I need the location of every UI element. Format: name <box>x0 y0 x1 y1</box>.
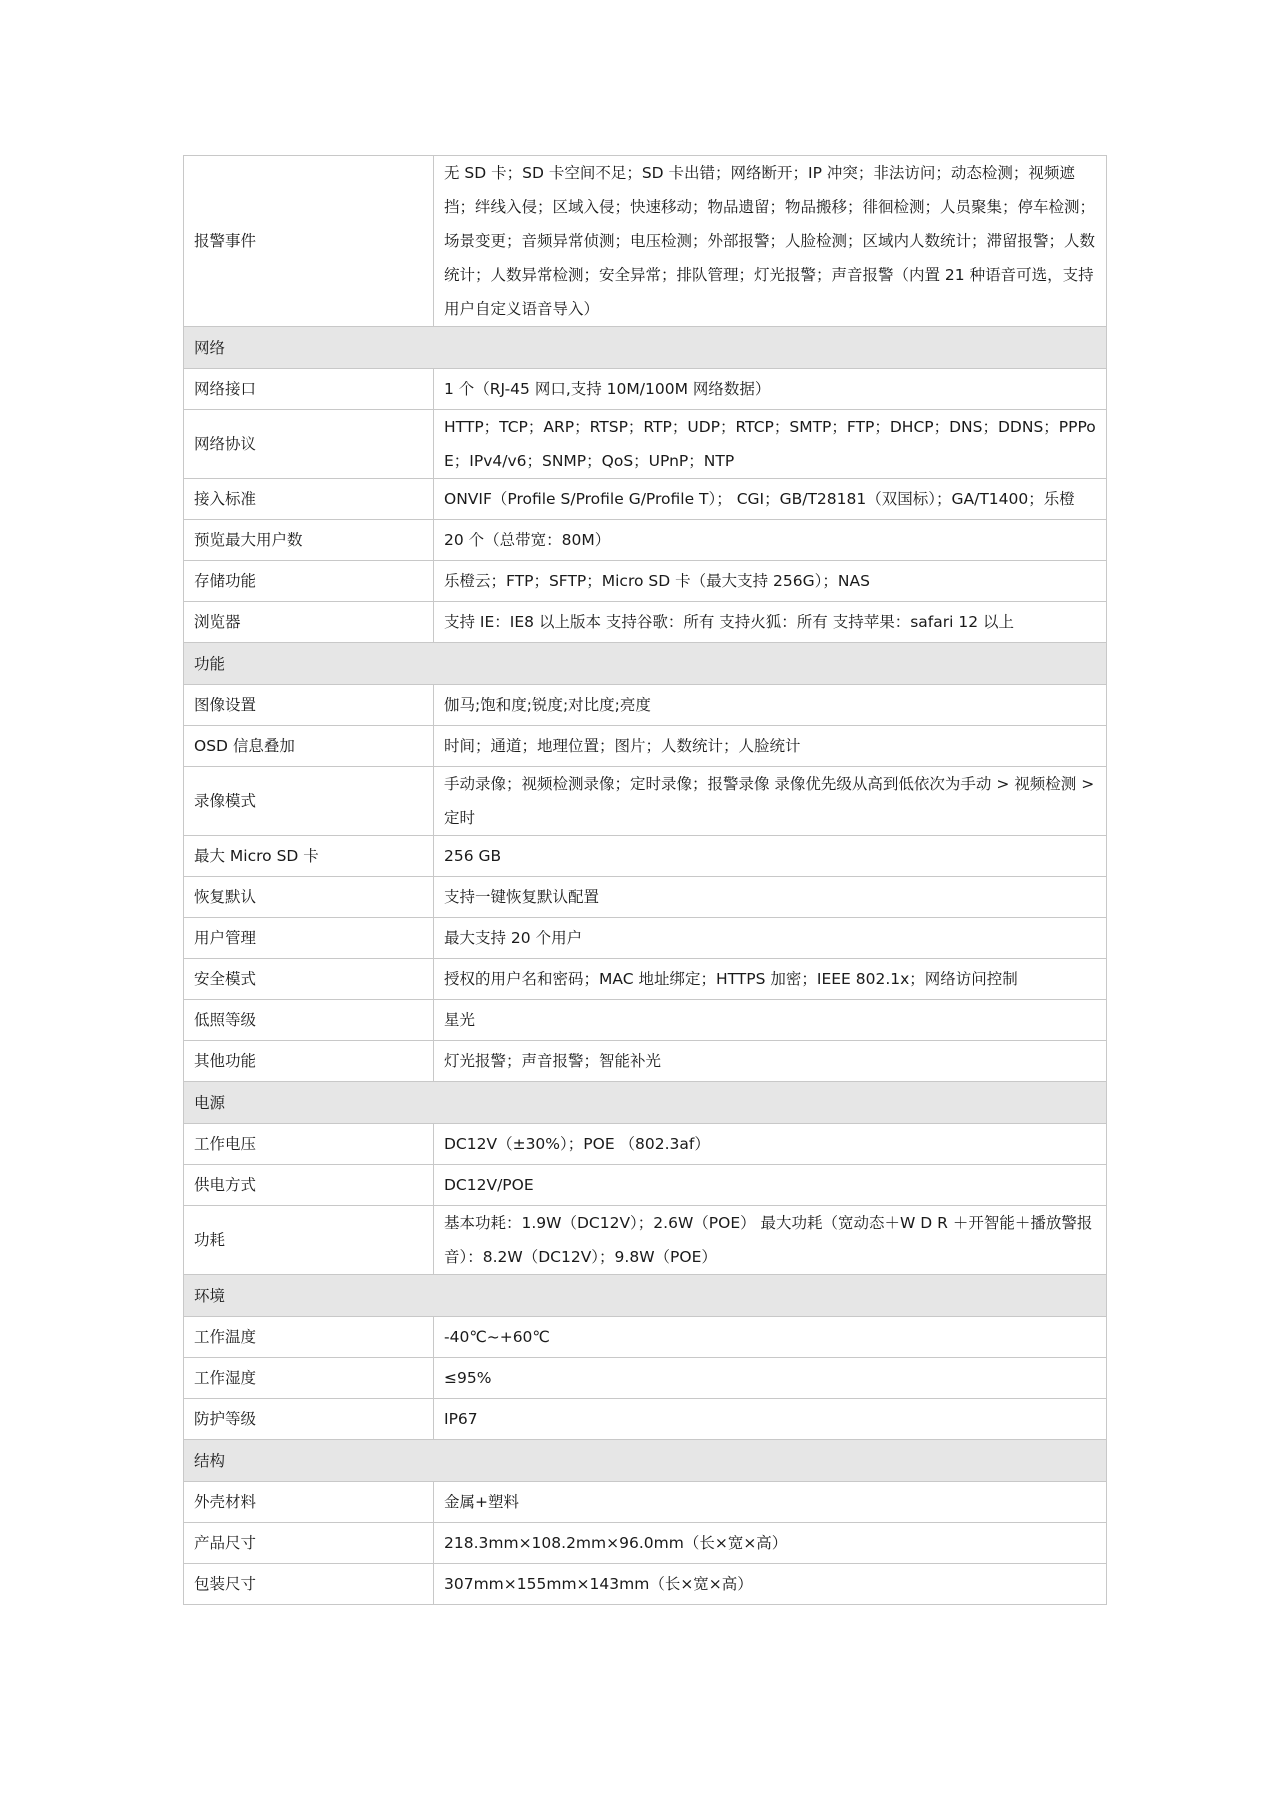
spec-label: 网络协议 <box>184 410 434 479</box>
spec-value: 支持 IE：IE8 以上版本 支持谷歌：所有 支持火狐：所有 支持苹果：safari 12 以上 <box>434 602 1107 643</box>
spec-value: 307mm×155mm×143mm（长×宽×高） <box>434 1564 1107 1605</box>
spec-value: 无 SD 卡；SD 卡空间不足；SD 卡出错；网络断开；IP 冲突；非法访问；动态检测；视频遮挡；绊线入侵；区域入侵；快速移动；物品遗留；物品搬移；徘徊检测；人员聚集；停车检测；场景变更；音频异常侦测；电压检测；外部报警；人脸检测；区域内人数统计；滞留报警；人数统计；人数异常检测；安全异常；排队管理；灯光报警；声音报警（内置 21 种语音可选，支持用户自定义语音导入） <box>434 156 1107 327</box>
spec-value: 伽马;饱和度;锐度;对比度;亮度 <box>434 685 1107 726</box>
spec-value: 手动录像；视频检测录像；定时录像；报警录像 录像优先级从高到低依次为手动 > 视频检测 > 定时 <box>434 767 1107 836</box>
spec-row <box>184 685 1107 726</box>
spec-value: -40℃~+60℃ <box>434 1317 1107 1358</box>
spec-label: 防护等级 <box>184 1399 434 1440</box>
section-title: 网络 <box>184 327 1107 369</box>
spec-value: 支持一键恢复默认配置 <box>434 877 1107 918</box>
spec-label: 工作电压 <box>184 1124 434 1165</box>
spec-label: 低照等级 <box>184 1000 434 1041</box>
spec-label: 存储功能 <box>184 561 434 602</box>
section-title: 功能 <box>184 643 1107 685</box>
spec-label: 接入标准 <box>184 479 434 520</box>
spec-label: 外壳材料 <box>184 1482 434 1523</box>
spec-label: 供电方式 <box>184 1165 434 1206</box>
spec-row <box>184 479 1107 520</box>
spec-row <box>184 520 1107 561</box>
spec-row <box>184 1399 1107 1440</box>
spec-value: 20 个（总带宽：80M） <box>434 520 1107 561</box>
spec-row <box>184 959 1107 1000</box>
spec-label: 产品尺寸 <box>184 1523 434 1564</box>
spec-value: 授权的用户名和密码；MAC 地址绑定；HTTPS 加密；IEEE 802.1x；网络访问控制 <box>434 959 1107 1000</box>
spec-label: 预览最大用户数 <box>184 520 434 561</box>
spec-label: 包装尺寸 <box>184 1564 434 1605</box>
spec-value: 218.3mm×108.2mm×96.0mm（长×宽×高） <box>434 1523 1107 1564</box>
spec-row <box>184 1564 1107 1605</box>
section-title: 电源 <box>184 1082 1107 1124</box>
spec-value: 时间；通道；地理位置；图片；人数统计；人脸统计 <box>434 726 1107 767</box>
spec-row <box>184 767 1107 836</box>
spec-label: 恢复默认 <box>184 877 434 918</box>
spec-label: 工作湿度 <box>184 1358 434 1399</box>
spec-value: IP67 <box>434 1399 1107 1440</box>
spec-label: 录像模式 <box>184 767 434 836</box>
spec-row <box>184 1165 1107 1206</box>
section-header-row <box>184 1082 1107 1124</box>
spec-value: DC12V（±30%）；POE （802.3af） <box>434 1124 1107 1165</box>
section-title: 环境 <box>184 1275 1107 1317</box>
spec-label: 浏览器 <box>184 602 434 643</box>
spec-label: 最大 Micro SD 卡 <box>184 836 434 877</box>
spec-label: OSD 信息叠加 <box>184 726 434 767</box>
spec-value: 256 GB <box>434 836 1107 877</box>
spec-label: 报警事件 <box>184 156 434 327</box>
section-header-row <box>184 1275 1107 1317</box>
spec-label: 安全模式 <box>184 959 434 1000</box>
spec-label: 用户管理 <box>184 918 434 959</box>
spec-row <box>184 1482 1107 1523</box>
spec-row <box>184 877 1107 918</box>
spec-label: 图像设置 <box>184 685 434 726</box>
spec-value: 基本功耗：1.9W（DC12V）；2.6W（POE） 最大功耗（宽动态＋W D R ＋开智能＋播放警报音）：8.2W（DC12V）；9.8W（POE） <box>434 1206 1107 1275</box>
spec-row <box>184 156 1107 327</box>
spec-value: 灯光报警；声音报警；智能补光 <box>434 1041 1107 1082</box>
spec-row <box>184 726 1107 767</box>
spec-row <box>184 410 1107 479</box>
spec-row <box>184 369 1107 410</box>
spec-row <box>184 1041 1107 1082</box>
spec-value: 乐橙云；FTP；SFTP；Micro SD 卡（最大支持 256G）；NAS <box>434 561 1107 602</box>
section-header-row <box>184 327 1107 369</box>
spec-value: 金属+塑料 <box>434 1482 1107 1523</box>
spec-row <box>184 1523 1107 1564</box>
spec-row <box>184 918 1107 959</box>
spec-label: 网络接口 <box>184 369 434 410</box>
spec-value: DC12V/POE <box>434 1165 1107 1206</box>
spec-row <box>184 561 1107 602</box>
spec-table-body <box>184 156 1107 1605</box>
spec-value: 星光 <box>434 1000 1107 1041</box>
spec-value: ≤95% <box>434 1358 1107 1399</box>
spec-value: 最大支持 20 个用户 <box>434 918 1107 959</box>
spec-row <box>184 1000 1107 1041</box>
spec-row <box>184 1124 1107 1165</box>
section-title: 结构 <box>184 1440 1107 1482</box>
section-header-row <box>184 643 1107 685</box>
spec-table <box>183 155 1107 1605</box>
spec-row <box>184 1206 1107 1275</box>
section-header-row <box>184 1440 1107 1482</box>
spec-label: 功耗 <box>184 1206 434 1275</box>
spec-value: 1 个（RJ-45 网口,支持 10M/100M 网络数据） <box>434 369 1107 410</box>
spec-row <box>184 602 1107 643</box>
spec-label: 其他功能 <box>184 1041 434 1082</box>
spec-row <box>184 1358 1107 1399</box>
spec-row <box>184 1317 1107 1358</box>
spec-value: HTTP；TCP；ARP；RTSP；RTP；UDP；RTCP；SMTP；FTP；DHCP；DNS；DDNS；PPPoE；IPv4/v6；SNMP；QoS；UPnP；NTP <box>434 410 1107 479</box>
spec-label: 工作温度 <box>184 1317 434 1358</box>
spec-value: ONVIF（Profile S/Profile G/Profile T）； CGI；GB/T28181（双国标）；GA/T1400；乐橙 <box>434 479 1107 520</box>
spec-row <box>184 836 1107 877</box>
